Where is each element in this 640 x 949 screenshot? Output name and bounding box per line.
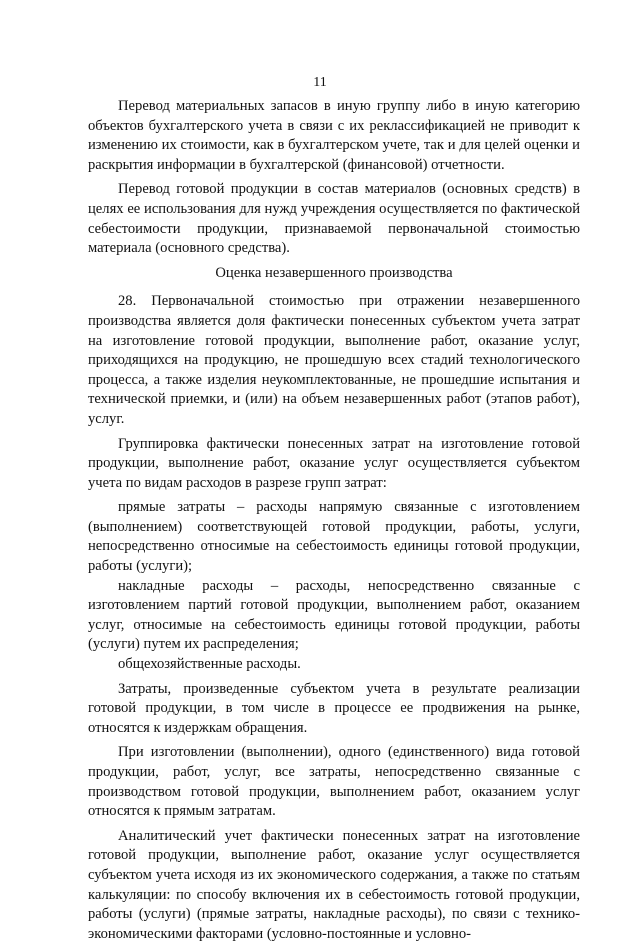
page-number: 11: [313, 75, 327, 90]
list-item-overhead-costs: накладные расходы – расходы, непосредственно связанные с изготовлением партий готовой продукции, выполнением работ, оказанием услуг, относимые на себестоимость единицы готовой продукции, работы (услуги) путем их распределения;: [88, 577, 580, 653]
paragraph-reclassification: Перевод материальных запасов в иную группу либо в иную категорию объектов бухгалтерского учета в связи с их реклассификацией не приводит к изменению их стоимости, как в бухгалтерском учете, так и для целей оценки и раскрытия информации в бухгалтерской (финансовой) отчетности.: [88, 98, 580, 173]
list-item-direct-costs: прямые затраты – расходы напрямую связанные с изготовлением (выполнением) соответствующей готовой продукции, работы, услуги, непосредственно относимые на себестоимость единицы готовой продукции, работы (услуги);: [88, 499, 580, 575]
paragraph-analytical-accounting: Аналитический учет фактически понесенных затрат на изготовление готовой продукции, выполнение работ, оказание услуг осуществляется субъектом учета исходя из их экономического содержания, а также по статьям калькуляции: по способу включения их в себестоимость готовой продукции, работы (услуги) (прямые затраты, накладные расходы), по связи с технико-экономическими факторами (условно-постоянные и условно-: [88, 827, 580, 942]
paragraph-distribution-costs: Затраты, произведенные субъектом учета в результате реализации готовой продукции, в том числе в процессе ее продвижения на рынке, относятся к издержкам обращения.: [88, 680, 580, 736]
paragraph-finished-goods-transfer: Перевод готовой продукции в состав материалов (основных средств) в целях ее использования для нужд учреждения осуществляется по фактической себестоимости продукции, признаваемой первоначальной стоимостью материала (основного средства).: [88, 181, 580, 257]
paragraph-28-initial-cost: 28. Первоначальной стоимостью при отражении незавершенного производства является доля фактически понесенных субъектом учета затрат на изготовление готовой продукции, выполнение работ, оказание услуг, приходящихся на продукцию, не прошедшую всех стадий технологического процесса, а также изделия неукомплектованные, не прошедшие испытания и технической приемки, и (или) на объем незавершенных работ (этапов работ), услуг.: [88, 293, 580, 427]
list-item-general-costs: общехозяйственные расходы.: [118, 656, 301, 673]
document-body: [88, 97, 580, 949]
paragraph-cost-grouping: Группировка фактически понесенных затрат на изготовление готовой продукции, выполнение работ, оказание услуг осуществляется субъектом учета по видам расходов в разрезе групп затрат:: [88, 435, 580, 491]
paragraph-single-product: При изготовлении (выполнении), одного (единственного) вида готовой продукции, работ, услуг, все затраты, непосредственно связанные с производством готовой продукции, выполнением работ, оказанием услуг относятся к прямым затратам.: [88, 744, 580, 820]
section-heading: Оценка незавершенного производства: [215, 264, 453, 281]
